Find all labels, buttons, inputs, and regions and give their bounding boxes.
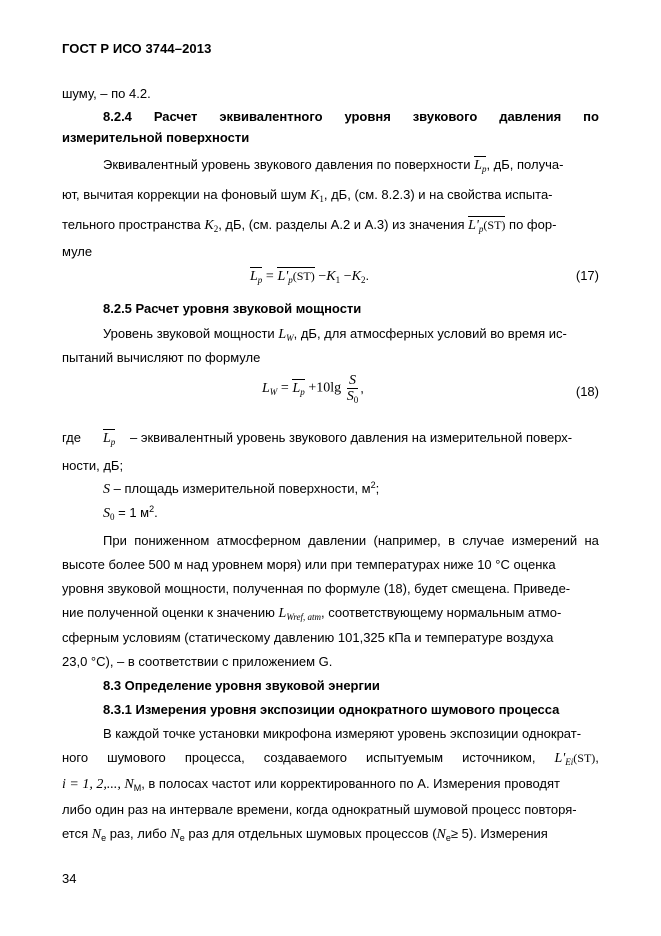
para-8-2-5-line2: пытаний вычисляют по формуле <box>62 350 261 365</box>
where-label: где <box>62 430 81 445</box>
para-8-2-5-line1: Уровень звуковой мощности $L_W$, дБ, для атмосферных условий во время ис- <box>103 326 567 343</box>
para-8-3-1-line4: либо один раз на интервале времени, когда однократный шумовой процесс повторя- <box>62 802 577 817</box>
para-atm-line2: высоте более 500 м над уровнем моря) или при температурах ниже 10 °С оценка <box>62 557 556 572</box>
para-atm-line1: При пониженном атмосферном давлении (например, в случае измерений на <box>103 533 599 548</box>
document-header: ГОСТ Р ИСО 3744–2013 <box>62 41 212 56</box>
para-8-3-1-line1: В каждой точке установки микрофона измеряют уровень экспозиции однократ- <box>103 726 582 741</box>
equation-18: $L_W = L_p +10\lg$ $\frac{S}{S_0}$ , <box>262 373 364 405</box>
para-atm-line4: ние полученной оценки к значению $L_{Wref, atm}$, соответствующему нормальным атмо- <box>62 605 562 622</box>
para-8-2-4-line4: муле <box>62 244 93 259</box>
where-lp-text-cont: ности, дБ; <box>62 458 124 473</box>
section-8-2-4-title: 8.2.4 Расчет эквивалентного уровня звукового давления по <box>103 109 599 124</box>
para-8-2-4-line2: ют, вычитая коррекции на фоновый шум $K_1$, дБ, (см. 8.2.3) и на свойства испыта- <box>62 187 553 204</box>
section-8-3-title: 8.3 Определение уровня звуковой энергии <box>103 678 380 693</box>
para-8-2-4-line1: Эквивалентный уровень звукового давления по поверхности $L_p$, дБ, получа- <box>103 157 564 174</box>
equation-17-number: (17) <box>575 268 599 283</box>
section-8-2-4-title-cont: измерительной поверхности <box>62 130 250 145</box>
para-atm-line5: сферным условиям (статическому давлению 101,325 кПа и температуре воздуха <box>62 630 554 645</box>
intro-line: шуму, – по 4.2. <box>62 86 151 101</box>
where-s-def: S – площадь измерительной поверхности, $м^2$; <box>103 480 380 497</box>
para-atm-line3: уровня звуковой мощности, полученная по формуле (18), будет смещена. Приведе- <box>62 581 571 596</box>
where-symbol-lp: $L_p$ <box>103 431 116 447</box>
where-s0-def: $S_0 = 1$ $м^2$. <box>103 504 158 522</box>
equation-18-number: (18) <box>575 384 599 399</box>
section-8-2-5-title: 8.2.5 Расчет уровня звуковой мощности <box>103 301 362 316</box>
para-8-2-4-line3: тельного пространства $K_2$, дБ, (см. разделы А.2 и А.3) из значения $L'_p(ST)$ по фор- <box>62 217 557 234</box>
para-8-3-1-line3: i = 1, 2,..., $N_M$, в полосах частот или корректированного по А. Измерения проводят <box>62 776 560 793</box>
section-8-3-1-title: 8.3.1 Измерения уровня экспозиции однократного шумового процесса <box>103 702 560 717</box>
para-8-3-1-line5: ется $N_e$ раз, либо $N_e$ раз для отдельных шумовых процессов $(N_e\ge 5)$. Измерения <box>62 826 548 843</box>
equation-17: $L_p = L'_p(ST) -K_1 -K_2$. <box>250 268 370 285</box>
where-lp-text: – эквивалентный уровень звукового давления на измерительной поверх- <box>130 430 573 445</box>
para-8-3-1-line2: ного шумового процесса, создаваемого испытуемым источником, $L'_{Ei}(ST)$, <box>62 750 599 767</box>
page-number: 34 <box>62 871 77 886</box>
para-atm-line6: 23,0 °С), – в соответствии с приложением G. <box>62 654 333 669</box>
